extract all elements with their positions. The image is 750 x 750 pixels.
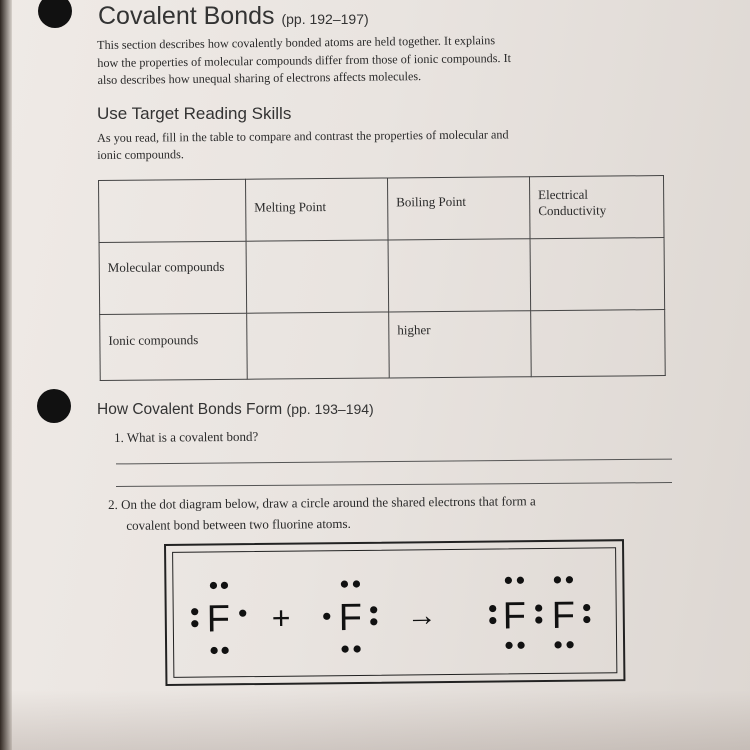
table-header-cell: Electrical Conductivity: [529, 176, 664, 239]
compare-table: [98, 175, 666, 381]
page-edge-shadow: [0, 0, 12, 750]
instruction-line: ionic compounds.: [97, 147, 184, 162]
table-cell[interactable]: [531, 310, 666, 377]
reading-skills-heading: Use Target Reading Skills: [97, 104, 292, 123]
section2-title-pages: (pp. 193–194): [286, 401, 374, 417]
table-header-row: [99, 176, 665, 243]
section-bullet-icon: [37, 389, 71, 423]
section-title: [98, 2, 369, 31]
section-title-text: Covalent Bonds: [98, 2, 275, 30]
intro-line: how the properties of molecular compounds differ from those of ionic compounds. It: [97, 50, 512, 70]
table-cell[interactable]: higher: [389, 311, 532, 378]
table-header-cell: [99, 179, 247, 242]
question-2-line: covalent bond between two fluorine atoms.: [126, 515, 351, 533]
section-bullet-icon: [38, 0, 72, 28]
plus-sign: +: [271, 599, 291, 636]
answer-line[interactable]: [116, 482, 672, 487]
reaction-arrow-icon: →: [406, 599, 437, 633]
fluorine-atom-1: F: [206, 598, 231, 641]
section2-title-text: How Covalent Bonds Form: [97, 401, 283, 418]
table-cell[interactable]: [530, 238, 665, 311]
question-2-line: 2. On the dot diagram below, draw a circle around the shared electrons that form a: [108, 493, 536, 512]
table-header-cell: Melting Point: [245, 178, 388, 241]
table-header-cell: Boiling Point: [387, 177, 530, 240]
fluorine-atom-2: F: [338, 596, 363, 640]
reading-skills-instruction: [97, 126, 597, 164]
table-row: [100, 310, 666, 381]
answer-line[interactable]: [116, 459, 672, 465]
table-cell[interactable]: [246, 240, 389, 313]
dot-diagram-box[interactable]: [164, 539, 625, 686]
intro-line: also describes how unequal sharing of electrons affects molecules.: [97, 69, 422, 87]
product-fluorine-2: F: [551, 594, 576, 637]
section2-title: [97, 401, 374, 419]
table-cell[interactable]: [388, 239, 531, 312]
instruction-line: As you read, fill in the table to compare and contrast the properties of molecular and: [97, 127, 509, 145]
table-cell[interactable]: [247, 312, 390, 379]
question-2: [108, 489, 678, 536]
page-bottom-shadow: [0, 690, 750, 750]
section-title-pages: (pp. 192–197): [281, 11, 369, 27]
row-label: Ionic compounds: [100, 313, 248, 380]
product-fluorine-1: F: [502, 595, 527, 638]
dot-diagram[interactable]: [166, 541, 623, 684]
section-intro: [97, 31, 588, 89]
row-label: Molecular compounds: [99, 241, 247, 314]
table-row: [99, 238, 665, 315]
intro-line: This section describes how covalently bonded atoms are held together. It explains: [97, 33, 496, 52]
question-1: 1. What is a covalent bond?: [114, 428, 259, 445]
